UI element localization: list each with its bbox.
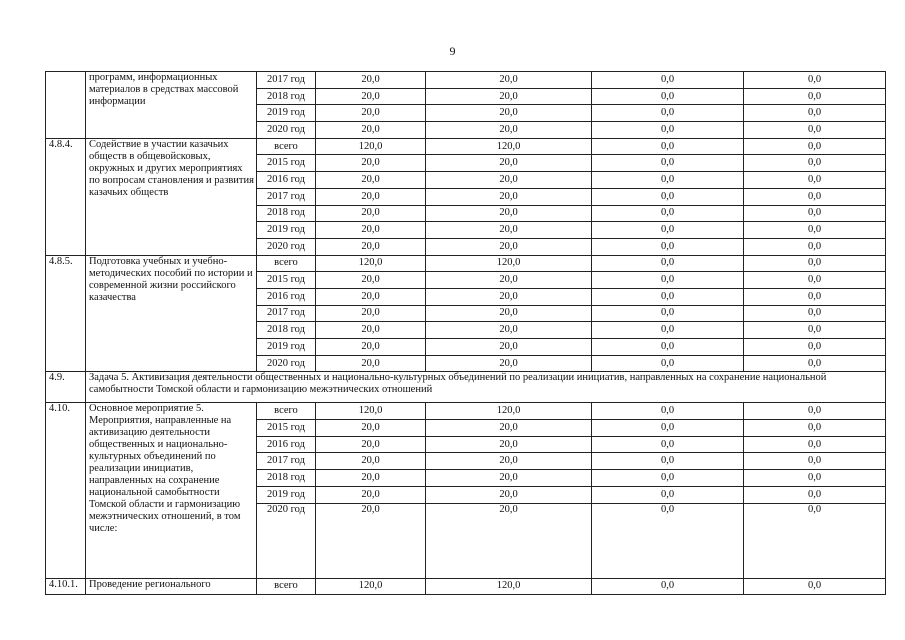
amount-cell: 120,0 [426,578,592,595]
amount-cell: 20,0 [426,238,592,255]
amount-cell: 20,0 [426,305,592,322]
page-number: 9 [449,44,456,58]
amount-cell: 0,0 [744,138,886,155]
amount-cell: 0,0 [744,305,886,322]
period-label: 2019 год [257,222,316,239]
amount-cell: 0,0 [592,238,744,255]
period-label: 2020 год [257,238,316,255]
amount-cell: 0,0 [744,272,886,289]
amount-cell: 120,0 [316,255,426,272]
amount-cell: 120,0 [426,403,592,420]
row-number: 4.10. [46,403,86,578]
amount-cell: 0,0 [592,205,744,222]
amount-cell: 0,0 [744,122,886,139]
period-label: 2015 год [257,272,316,289]
amount-cell: 20,0 [426,155,592,172]
amount-cell: 20,0 [426,503,592,578]
amount-cell: 20,0 [426,205,592,222]
period-label: всего [257,578,316,595]
activity-description: программ, информационных материалов в средствах массовой информации [86,72,257,139]
amount-cell: 0,0 [592,403,744,420]
amount-cell: 0,0 [592,138,744,155]
amount-cell: 0,0 [592,288,744,305]
amount-cell: 20,0 [316,238,426,255]
table-row [46,255,886,272]
amount-cell: 20,0 [426,72,592,89]
amount-cell: 0,0 [592,88,744,105]
amount-cell: 20,0 [426,172,592,189]
amount-cell: 0,0 [744,72,886,89]
amount-cell: 0,0 [744,238,886,255]
amount-cell: 0,0 [744,322,886,339]
task-row [46,372,886,403]
amount-cell: 20,0 [316,188,426,205]
row-number: 4.8.5. [46,255,86,372]
amount-cell: 0,0 [592,305,744,322]
amount-cell: 0,0 [744,339,886,356]
amount-cell: 0,0 [744,255,886,272]
amount-cell: 0,0 [744,88,886,105]
amount-cell: 20,0 [316,122,426,139]
period-label: 2017 год [257,72,316,89]
amount-cell: 20,0 [316,436,426,453]
amount-cell: 0,0 [744,355,886,372]
table-row [46,72,886,89]
table-row [46,578,886,595]
amount-cell: 0,0 [744,288,886,305]
period-label: 2017 год [257,305,316,322]
amount-cell: 0,0 [592,105,744,122]
amount-cell: 20,0 [316,503,426,578]
amount-cell: 20,0 [426,436,592,453]
activity-description: Основное мероприятие 5. Мероприятия, направленные на активизацию деятельности общественных и национально-культурных объединений по реализации инициатив, направленных на сохранение национальной самобытности Томской области и гармонизацию межэтнических отношений, в том числе: [86,403,257,578]
period-label: 2015 год [257,155,316,172]
amount-cell: 0,0 [744,436,886,453]
amount-cell: 0,0 [744,205,886,222]
amount-cell: 20,0 [316,222,426,239]
amount-cell: 0,0 [744,470,886,487]
amount-cell: 20,0 [426,355,592,372]
period-label: 2017 год [257,453,316,470]
period-label: 2020 год [257,122,316,139]
amount-cell: 20,0 [316,420,426,437]
amount-cell: 0,0 [744,155,886,172]
amount-cell: 0,0 [744,503,886,578]
period-label: 2016 год [257,436,316,453]
amount-cell: 0,0 [592,155,744,172]
amount-cell: 20,0 [426,88,592,105]
amount-cell: 0,0 [744,420,886,437]
amount-cell: 0,0 [592,172,744,189]
period-label: всего [257,255,316,272]
period-label: 2016 год [257,172,316,189]
period-label: 2015 год [257,420,316,437]
amount-cell: 20,0 [316,155,426,172]
table-row [46,138,886,155]
amount-cell: 120,0 [316,578,426,595]
amount-cell: 0,0 [744,403,886,420]
amount-cell: 20,0 [316,339,426,356]
period-label: 2020 год [257,503,316,578]
amount-cell: 0,0 [592,339,744,356]
amount-cell: 20,0 [316,72,426,89]
amount-cell: 20,0 [316,105,426,122]
amount-cell: 0,0 [744,578,886,595]
amount-cell: 20,0 [426,105,592,122]
amount-cell: 120,0 [316,403,426,420]
amount-cell: 120,0 [316,138,426,155]
amount-cell: 0,0 [592,486,744,503]
period-label: 2019 год [257,105,316,122]
amount-cell: 0,0 [744,222,886,239]
amount-cell: 20,0 [426,486,592,503]
amount-cell: 20,0 [316,288,426,305]
amount-cell: 120,0 [426,255,592,272]
period-label: 2020 год [257,355,316,372]
amount-cell: 0,0 [592,355,744,372]
amount-cell: 20,0 [426,122,592,139]
amount-cell: 0,0 [592,420,744,437]
row-number: 4.9. [46,372,86,403]
amount-cell: 0,0 [744,188,886,205]
period-label: 2019 год [257,486,316,503]
task-description: Задача 5. Активизация деятельности общественных и национально-культурных объединений по реализации инициатив, направленных на сохранение национальной самобытности Томской области и гармонизацию межэтнических отношений [86,372,886,403]
amount-cell: 0,0 [592,122,744,139]
amount-cell: 20,0 [426,470,592,487]
amount-cell: 0,0 [592,188,744,205]
amount-cell: 20,0 [426,420,592,437]
amount-cell: 20,0 [426,188,592,205]
amount-cell: 0,0 [744,453,886,470]
amount-cell: 20,0 [426,222,592,239]
amount-cell: 0,0 [592,453,744,470]
amount-cell: 20,0 [316,205,426,222]
amount-cell: 0,0 [592,222,744,239]
amount-cell: 20,0 [316,322,426,339]
amount-cell: 0,0 [744,486,886,503]
amount-cell: 20,0 [316,355,426,372]
amount-cell: 20,0 [316,470,426,487]
row-number [46,72,86,139]
amount-cell: 20,0 [316,486,426,503]
amount-cell: 20,0 [316,172,426,189]
amount-cell: 20,0 [316,88,426,105]
amount-cell: 0,0 [744,172,886,189]
amount-cell: 20,0 [316,272,426,289]
period-label: 2018 год [257,88,316,105]
amount-cell: 20,0 [316,305,426,322]
amount-cell: 0,0 [592,503,744,578]
period-label: 2019 год [257,339,316,356]
activity-description: Содействие в участии казачьих обществ в общевойсковых, окружных и других мероприятиях по вопросам становления и развития казачьих обществ [86,138,257,255]
row-number: 4.10.1. [46,578,86,595]
amount-cell: 0,0 [744,105,886,122]
period-label: всего [257,138,316,155]
amount-cell: 20,0 [426,272,592,289]
amount-cell: 20,0 [316,453,426,470]
row-number: 4.8.4. [46,138,86,255]
amount-cell: 0,0 [592,322,744,339]
period-label: 2017 год [257,188,316,205]
amount-cell: 0,0 [592,578,744,595]
activity-description: Проведение регионального [86,578,257,595]
budget-table [45,71,886,595]
amount-cell: 20,0 [426,322,592,339]
amount-cell: 20,0 [426,339,592,356]
period-label: 2018 год [257,470,316,487]
amount-cell: 20,0 [426,453,592,470]
period-label: всего [257,403,316,420]
period-label: 2018 год [257,205,316,222]
period-label: 2018 год [257,322,316,339]
amount-cell: 20,0 [426,288,592,305]
amount-cell: 0,0 [592,72,744,89]
amount-cell: 120,0 [426,138,592,155]
amount-cell: 0,0 [592,272,744,289]
table-row [46,403,886,420]
period-label: 2016 год [257,288,316,305]
activity-description: Подготовка учебных и учебно-методических пособий по истории и современной жизни российского казачества [86,255,257,372]
amount-cell: 0,0 [592,436,744,453]
amount-cell: 0,0 [592,470,744,487]
amount-cell: 0,0 [592,255,744,272]
